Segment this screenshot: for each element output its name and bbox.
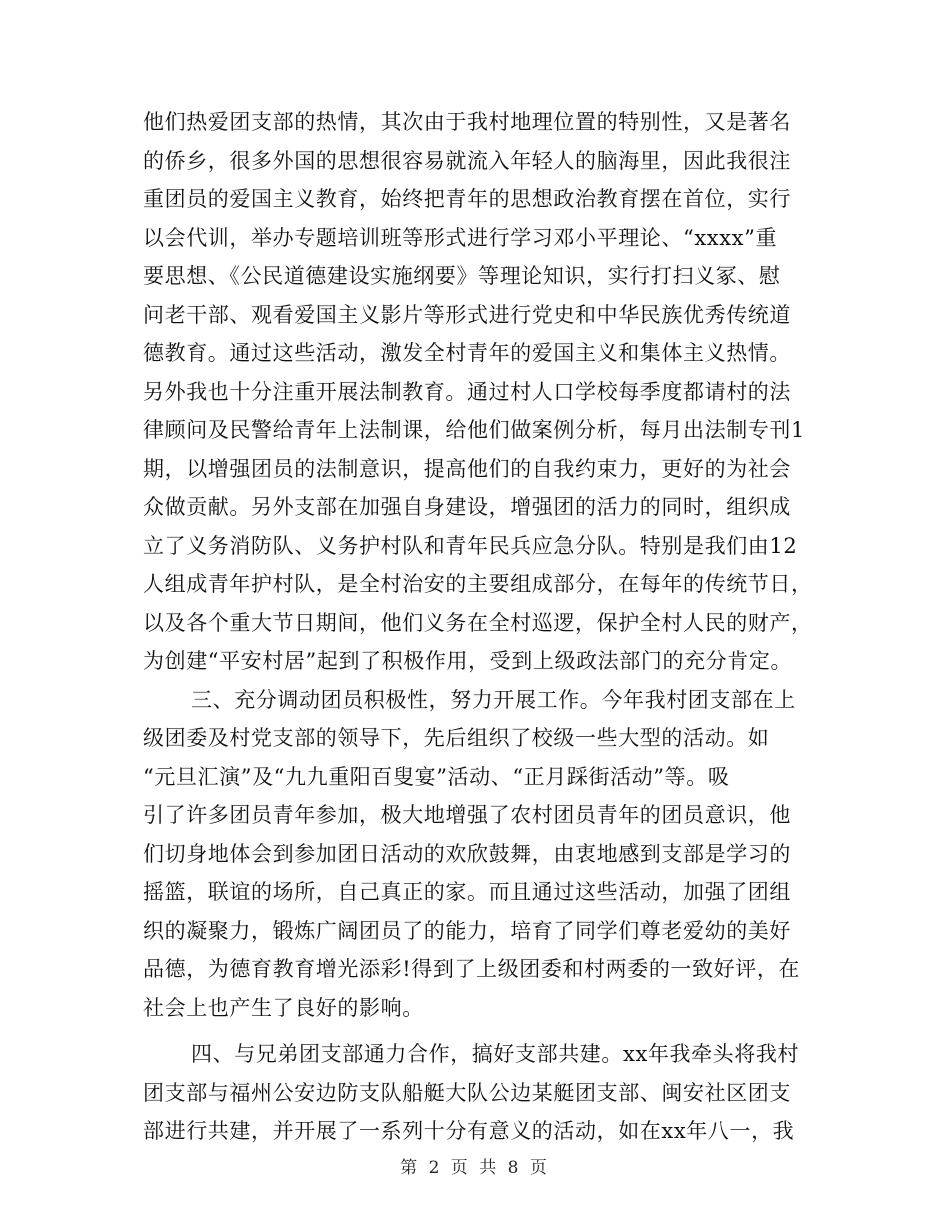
text-line: 四、与兄弟团支部通力合作，搞好支部共建。xx年我牵头将我村 <box>191 1042 800 1066</box>
text-line: 三、充分调动团员积极性，努力开展工作。今年我村团支部在上 <box>191 687 796 712</box>
text-line: 引了许多团员青年参加，极大地增强了农村团员青年的团员意识，他 <box>143 803 791 827</box>
text-line: 他们热爱团支部的热情，其次由于我村地理位置的特别性，又是著名 <box>143 110 791 134</box>
text-line: 以及各个重大节日期间，他们义务在全村巡逻，保护全村人民的财产， <box>143 610 813 635</box>
text-line: 众做贡献。另外支部在加强自身建设，增强团的活力的同时，组织成 <box>143 495 791 519</box>
text-line: 品德，为德育教育增光添彩!得到了上级团委和村两委的一致好评，在 <box>143 957 801 981</box>
text-line: 人组成青年护村队，是全村治安的主要组成部分，在每年的传统节日， <box>143 572 813 596</box>
document-body <box>143 103 815 1151</box>
text-line: 的侨乡，很多外国的思想很容易就流入年轻人的脑海里，因此我很注 <box>143 148 791 173</box>
text-line: 另外我也十分注重开展法制教育。通过村人口学校每季度都请村的法 <box>143 379 791 404</box>
paragraph-spacer <box>143 1027 815 1035</box>
text-line: 重团员的爱国主义教育，始终把青年的思想政治教育摆在首位，实行 <box>143 187 791 211</box>
text-line: 部进行共建，并开展了一系列十分有意义的活动，如在xx年八一，我 <box>143 1119 795 1143</box>
text-line: 立了义务消防队、义务护村队和青年民兵应急分队。特别是我们由12 <box>143 533 798 558</box>
text-line: 为创建“平安村居”起到了积极作用，受到上级政法部门的充分肯定。 <box>143 649 793 673</box>
text-line: 团支部与福州公安边防支队船艇大队公边某艇团支部、闽安社区团支 <box>143 1080 791 1105</box>
text-line: 社会上也产生了良好的影响。 <box>143 995 424 1020</box>
text-line: 以会代训，举办专题培训班等形式进行学习邓小平理论、“xxxx”重 <box>143 225 778 250</box>
page-number-footer: 第 2 页 共 8 页 <box>400 1158 550 1178</box>
text-line: 要思想、《公民道德建设实施纲要》等理论知识，实行打扫义冢、慰 <box>143 264 781 288</box>
text-line: 级团委及村党支部的领导下，先后组织了校级一些大型的活动。如 <box>143 726 770 750</box>
text-line: 们切身地体会到参加团日活动的欢欣鼓舞，由衷地感到支部是学习的 <box>143 841 791 866</box>
text-line: 摇篮，联谊的场所，自己真正的家。而且通过这些活动，加强了团组 <box>143 880 791 904</box>
text-line: 问老干部、观看爱国主义影片等形式进行党史和中华民族优秀传统道 <box>143 302 791 327</box>
paragraph-3 <box>143 1035 815 1151</box>
text-line: 期，以增强团员的法制意识，提高他们的自我约束力，更好的为社会 <box>143 456 791 481</box>
text-line: 律顾问及民警给青年上法制课，给他们做案例分析，每月出法制专刊1 <box>143 418 805 442</box>
paragraph-1 <box>143 103 815 681</box>
text-line: 德教育。通过这些活动，激发全村青年的爱国主义和集体主义热情。 <box>143 341 791 365</box>
paragraph-2 <box>143 681 815 1028</box>
text-line: “元旦汇演”及“九九重阳百叟宴”活动、“正月踩街活动”等。吸 <box>143 764 730 789</box>
text-line: 织的凝聚力，锻炼广阔团员了的能力，培育了同学们尊老爱幼的美好 <box>143 918 791 943</box>
